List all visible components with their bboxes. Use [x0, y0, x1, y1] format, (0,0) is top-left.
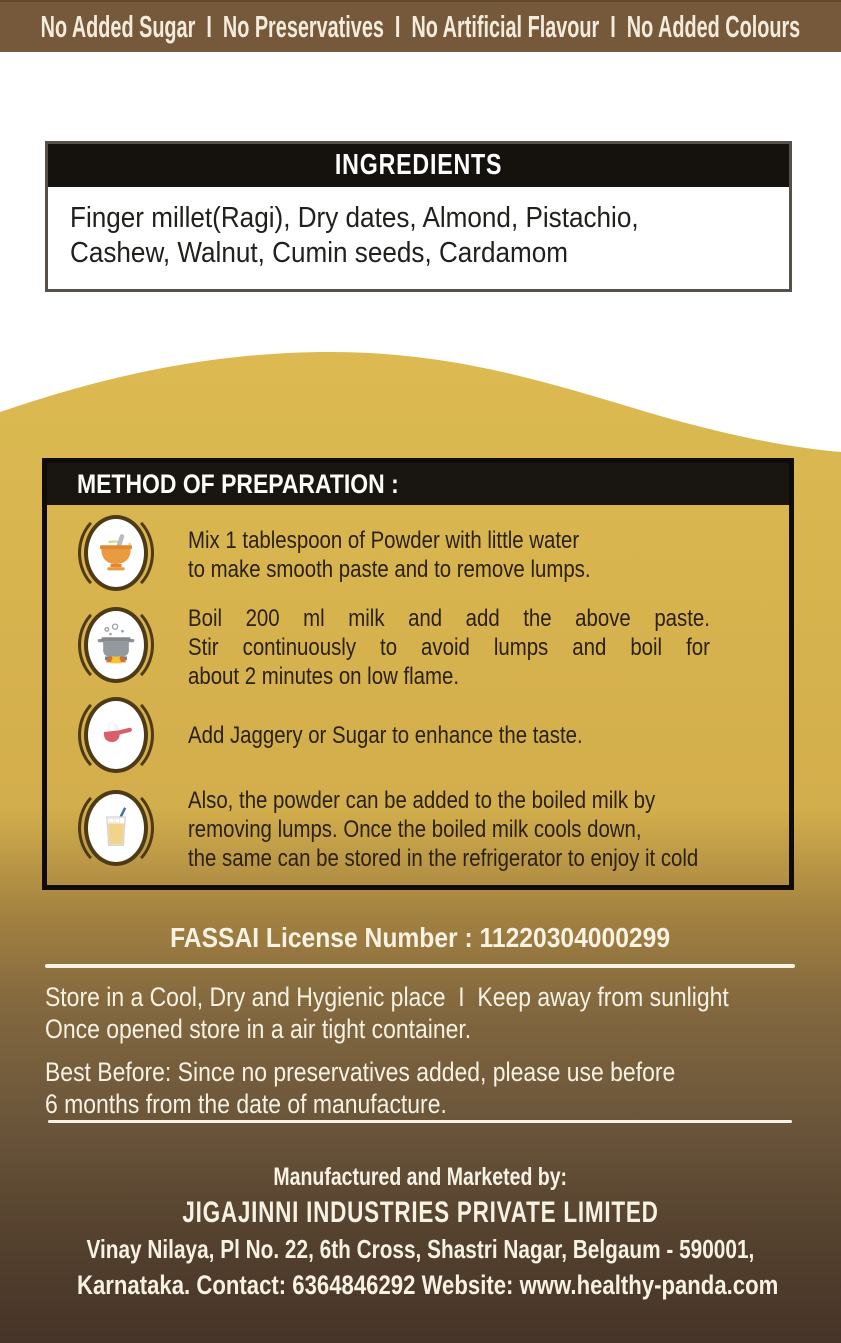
- icon-ring: [84, 515, 148, 591]
- ingredients-box: [45, 141, 792, 292]
- best-before-line: Best Before: Since no preservatives added, please use before: [45, 1057, 676, 1087]
- icon-ring: [84, 607, 148, 683]
- method-of-preparation-box: [42, 458, 794, 890]
- storage-line: Store in a Cool, Dry and Hygienic place I Keep away from sunlight: [45, 982, 729, 1012]
- mixing-bowl-icon: [79, 511, 153, 595]
- storage-instructions: [45, 981, 841, 1045]
- manufacturer-heading-text: Manufactured and Marketed by:: [273, 1163, 568, 1191]
- best-before-note: [45, 1056, 786, 1120]
- divider-rule: [48, 1120, 792, 1123]
- step-line: Boil 200 ml milk and add the above paste.: [188, 605, 710, 632]
- manufacturer-address: [0, 1234, 841, 1265]
- milk-glass-art: [94, 804, 138, 852]
- top-claims-banner: [0, 0, 841, 52]
- manufacturer-heading: [0, 1163, 841, 1192]
- ingredients-line: Cashew, Walnut, Cumin seeds, Cardamom: [70, 237, 569, 269]
- method-step-text: [188, 604, 710, 691]
- method-step-text: [188, 786, 698, 873]
- manufacturer-contact: [0, 1270, 841, 1301]
- fssai-license-line: [0, 922, 841, 954]
- step-line: Also, the powder can be added to the boiled milk by: [188, 787, 656, 814]
- step-line: Add Jaggery or Sugar to enhance the taste.: [188, 722, 583, 749]
- step-line: Stir continuously to avoid lumps and boil for: [188, 634, 710, 661]
- cooking-pot-icon: [79, 603, 153, 687]
- method-step-text: [188, 526, 591, 584]
- claims-text: No Added Sugar I No Preservatives I No Artificial Flavour I No Added Colours: [40, 9, 801, 44]
- manufacturer-company: [0, 1196, 841, 1230]
- manufacturer-address-text: Vinay Nilaya, Pl No. 22, 6th Cross, Shastri Nagar, Belgaum - 590001,: [86, 1234, 755, 1264]
- step-line: about 2 minutes on low flame.: [188, 663, 460, 690]
- manufacturer-contact-text: Karnataka. Contact: 6364846292 Website: www.healthy-panda.com: [76, 1270, 779, 1300]
- sugar-scoop-art: [94, 711, 138, 759]
- icon-ring: [84, 790, 148, 866]
- step-line: Mix 1 tablespoon of Powder with little water: [188, 527, 580, 554]
- storage-line: Once opened store in a air tight container.: [45, 1014, 472, 1044]
- method-step-text: [188, 721, 583, 750]
- step-line: to make smooth paste and to remove lumps.: [188, 556, 591, 583]
- mixing-bowl-art: [94, 529, 138, 577]
- divider-rule: [45, 964, 795, 968]
- sugar-scoop-icon: [79, 693, 153, 777]
- method-header-bar: [47, 463, 789, 505]
- manufacturer-company-text: JIGAJINNI INDUSTRIES PRIVATE LIMITED: [182, 1196, 659, 1229]
- ingredients-title: INGREDIENTS: [334, 149, 503, 181]
- ingredients-header-bar: [48, 144, 789, 187]
- milk-glass-icon: [79, 786, 153, 870]
- ingredients-line: Finger millet(Ragi), Dry dates, Almond, Pistachio,: [70, 202, 639, 234]
- method-title: METHOD OF PREPARATION :: [77, 468, 399, 499]
- fssai-license-text: FASSAI License Number : 11220304000299: [170, 922, 671, 953]
- step-line: the same can be stored in the refrigerator to enjoy it cold: [188, 845, 699, 872]
- cooking-pot-art: [94, 621, 138, 669]
- icon-ring: [84, 697, 148, 773]
- step-line: removing lumps. Once the boiled milk cools down,: [188, 816, 642, 843]
- best-before-line: 6 months from the date of manufacture.: [45, 1089, 447, 1119]
- ingredients-body: [48, 187, 789, 289]
